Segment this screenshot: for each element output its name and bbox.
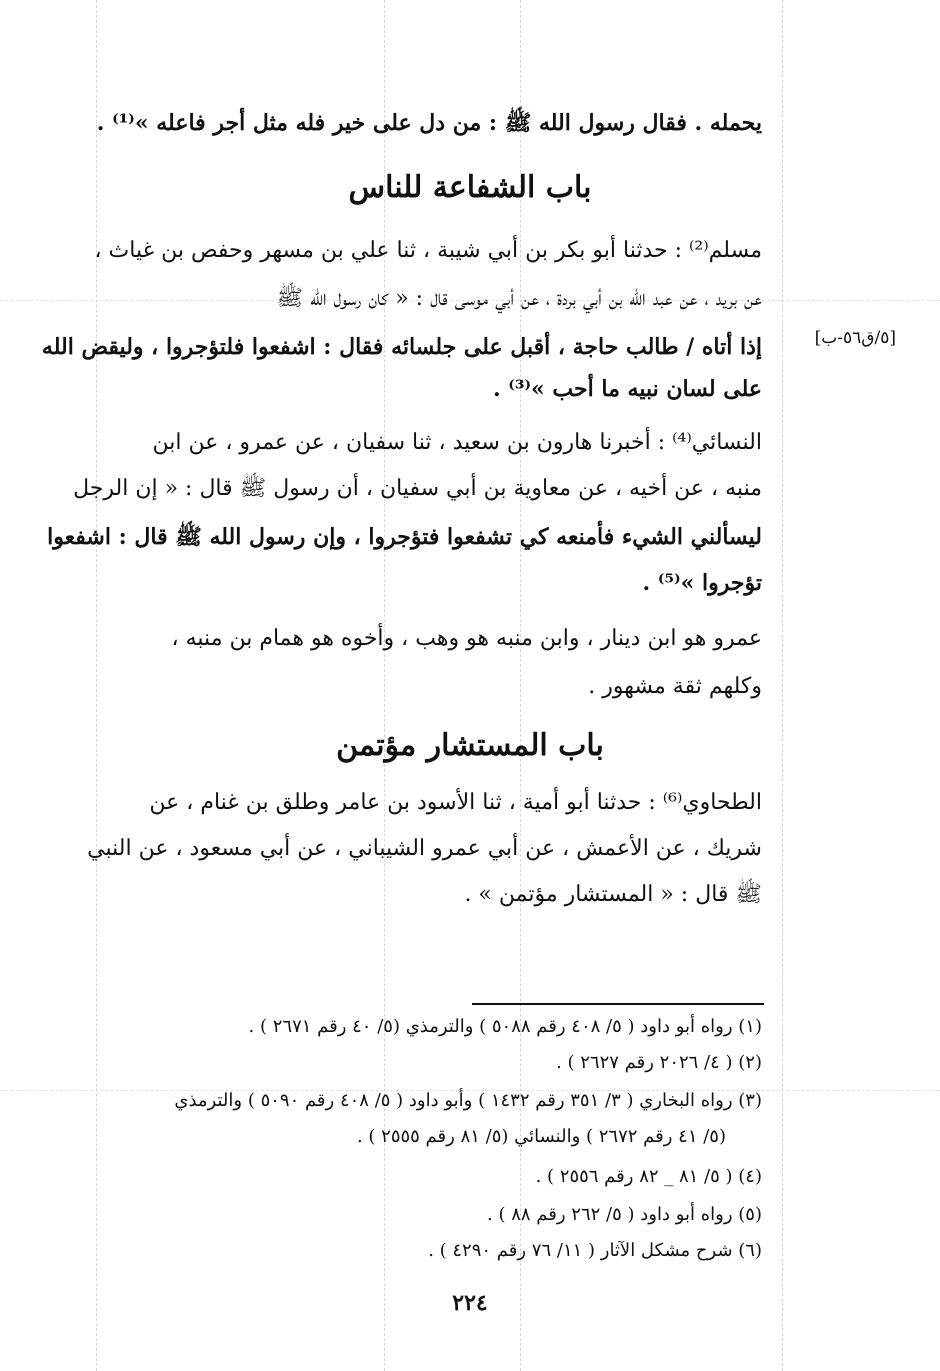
text-line: الطحاوي⁽⁶⁾ : حدثنا أبو أمية ، ثنا الأسود بن عامر وطلق بن غنام ، عن	[149, 790, 762, 815]
footnote: (٤) ( ٥/ ٨١ _ ٨٢ رقم ٢٥٥٦ ) .	[535, 1166, 762, 1187]
text-line: شريك ، عن الأعمش ، عن أبي عمرو الشيباني ، عن أبي مسعود ، عن النبي	[87, 836, 762, 861]
page-number: ٢٢٤	[452, 1290, 488, 1316]
section-heading: باب الشفاعة للناس	[348, 170, 592, 205]
text-line: يحمله . فقال رسول الله ﷺ : من دل على خير فله مثل أجر فاعله »⁽¹⁾ .	[96, 110, 762, 136]
footnote: (٥/ ٤١ رقم ٢٦٧٢ ) والنسائي (٥/ ٨١ رقم ٢٥٥٥ ) .	[356, 1126, 726, 1147]
text-line: مسلم⁽²⁾ : حدثنا أبو بكر بن أبي شيبة ، ثنا علي بن مسهر وحفص بن غياث ،	[94, 238, 762, 263]
text-line: ﷺ قال : « المستشار مؤتمن » .	[464, 882, 762, 907]
footnote: (٥) رواه أبو داود ( ٥/ ٢٦٢ رقم ٨٨ ) .	[487, 1204, 762, 1225]
text-line: وكلهم ثقة مشهور .	[588, 674, 762, 699]
footnote: (١) رواه أبو داود ( ٥/ ٤٠٨ رقم ٥٠٨٨ ) والترمذي (٥/ ٤٠ رقم ٢٦٧١ ) .	[248, 1016, 762, 1037]
section-heading: باب المستشار مؤتمن	[336, 728, 604, 763]
footnote-separator	[472, 1003, 764, 1005]
footnote: (٢) ( ٤/ ٢٠٢٦ رقم ٢٦٢٧ ) .	[556, 1052, 762, 1073]
text-line: ليسألني الشيء فأمنعه كي تشفعوا فتؤجروا ، وإن رسول الله ﷺ قال : اشفعوا	[47, 524, 762, 550]
text-line: تؤجروا »⁽⁵⁾ .	[642, 570, 762, 596]
text-line: منبه ، عن أخيه ، عن معاوية بن أبي سفيان ، أن رسول ﷺ قال : « إن الرجل	[73, 476, 762, 501]
footnote: (٣) رواه البخاري ( ٣/ ٣٥١ رقم ١٤٣٢ ) وأبو داود ( ٥/ ٤٠٨ رقم ٥٠٩٠ ) والترمذي	[174, 1090, 762, 1111]
text-line: النسائي⁽⁴⁾ : أخبرنا هارون بن سعيد ، ثنا سفيان ، عن عمرو ، عن ابن	[152, 430, 762, 455]
text-line: على لسان نبيه ما أحب »⁽³⁾ .	[492, 376, 762, 402]
footnote: (٦) شرح مشكل الآثار ( ١١/ ٧٦ رقم ٤٢٩٠ ) .	[428, 1240, 762, 1261]
text-line: عمرو هو ابن دينار ، وابن منبه هو وهب ، وأخوه هو همام بن منبه ،	[171, 626, 762, 651]
manuscript-folio-note: [٥/ق٥٦-ب]	[814, 328, 896, 348]
text-line: عن بريد ، عن عبد الله بن أبي بردة ، عن أبي موسى قال : « كان رسول الله ﷺ	[276, 286, 762, 311]
scan-guide-line	[782, 0, 783, 1371]
text-line: إذا أتاه / طالب حاجة ، أقبل على جلسائه فقال : اشفعوا فلتؤجروا ، وليقض الله	[41, 334, 762, 360]
